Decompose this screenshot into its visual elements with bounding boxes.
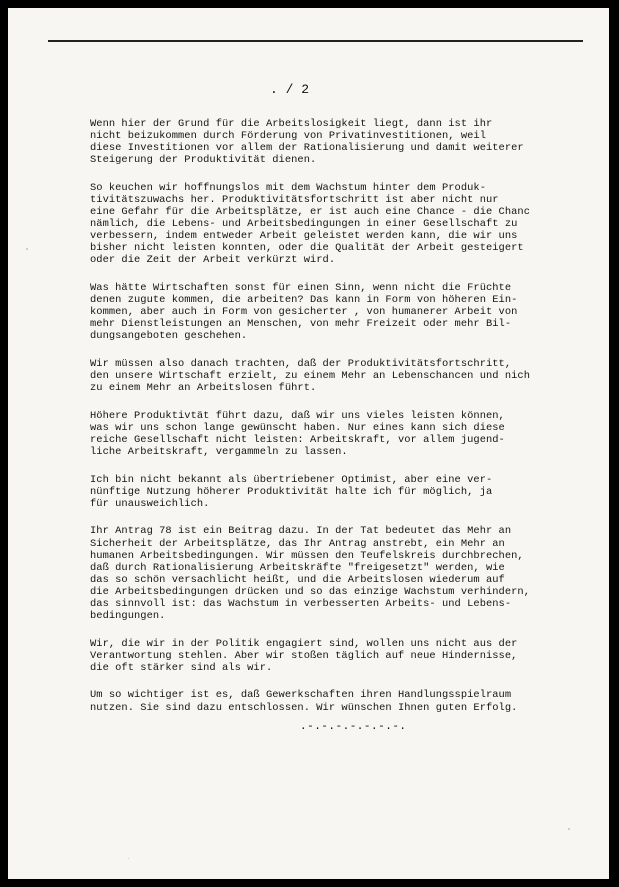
text-line: tivitätszuwachs her. Produktivitätsfortschritt ist aber nicht nur [90, 193, 499, 206]
text-line: nicht beizukommen durch Förderung von Privatinvestitionen, weil [90, 130, 486, 143]
text-line: die Arbeitsbedingungen drücken und so das einzige Wachstum verhindern, [90, 585, 530, 598]
paragraph [90, 525, 590, 622]
text-line: nutzen. Sie sind dazu entschlossen. Wir wünschen Ihnen guten Erfolg. [90, 701, 518, 714]
text-line: Ich bin nicht bekannt als übertriebener Optimist, aber eine ver- [90, 473, 493, 486]
text-line: den unsere Wirtschaft erzielt, zu einem Mehr an Lebenschancen und nich [90, 370, 530, 383]
text-line: nämlich, die Lebens- und Arbeitsbedingungen in einer Gesellschaft zu [90, 218, 518, 231]
text-line: Wenn hier der Grund für die Arbeitslosigkeit liegt, dann ist ihr [90, 118, 493, 130]
page-number: . / 2 [270, 82, 310, 97]
text-line: Ihr Antrag 78 ist ein Beitrag dazu. In der Tat bedeutet das Mehr an [90, 525, 512, 538]
text-line: So keuchen wir hoffnungslos mit dem Wachstum hinter dem Produk- [90, 181, 486, 194]
text-line: Höhere Produktivtät führt dazu, daß wir uns vieles leisten können, [90, 409, 505, 422]
text-line: diese Investitionen vor allem der Rationalisierung und damit weiterer [90, 142, 524, 155]
paragraph [90, 282, 590, 342]
paragraph [90, 410, 590, 458]
text-line: zu einem Mehr an Arbeitslosen führt. [90, 382, 317, 395]
paragraph [90, 638, 590, 674]
text-line: dungsangeboten geschehen. [90, 330, 248, 343]
text-line: das so schön versachlicht heißt, und die Arbeitslosen wiederum auf [90, 573, 505, 586]
text-line: nünftige Nutzung höherer Produktivität halte ich für möglich, ja [90, 485, 493, 498]
text-line: Wir müssen also danach trachten, daß der Produktivitätsfortschritt, [90, 358, 512, 370]
text-line: Steigerung der Produktivität dienen. [90, 154, 317, 167]
text-line: was wir uns schon lange gewünscht haben. Nur eines kann sich diese [90, 421, 505, 434]
paragraph [90, 474, 590, 510]
text-line: oder die Zeit der Arbeit verkürzt wird. [90, 254, 336, 267]
paragraph [90, 689, 590, 713]
text-line: bisher nicht leisten konnten, oder die Qualität der Arbeit gesteigert [90, 242, 524, 255]
text-line: das sinnvoll ist: das Wachstum in verbesserten Arbeits- und Lebens- [90, 598, 512, 610]
document-page [8, 8, 609, 879]
text-line: für unausweichlich. [90, 497, 210, 510]
text-line: Was hätte Wirtschaften sonst für einen Sinn, wenn nicht die Früchte [90, 282, 512, 295]
text-line: humanen Arbeitsbedingungen. Wir müssen den Teufelskreis durchbrechen, [90, 549, 524, 562]
text-line: Wir, die wir in der Politik engagiert sind, wollen uns nicht aus der [90, 637, 518, 650]
document-body [90, 118, 590, 729]
text-line: eine Gefahr für die Arbeitsplätze, er ist auch eine Chance - die Chanc [90, 206, 530, 219]
paragraph [90, 182, 590, 267]
text-line: kommen, aber auch in Form von gesicherter , von humanerer Arbeit von [90, 306, 518, 319]
top-rule [48, 40, 583, 42]
closing-separator: .-.-.-.-.-.-.-. [300, 721, 407, 733]
scan-speck [26, 248, 28, 250]
scan-speck [568, 828, 570, 830]
text-line: denen zugute kommen, die arbeiten? Das kann in Form von höheren Ein- [90, 294, 518, 307]
text-line: Verantwortung stehlen. Aber wir stoßen täglich auf neue Hindernisse, [90, 649, 518, 662]
text-line: Sicherheit der Arbeitsplätze, das Ihr Antrag anstrebt, ein Mehr an [90, 537, 505, 550]
text-line: die oft stärker sind als wir. [90, 661, 273, 674]
text-line: Um so wichtiger ist es, daß Gewerkschaften ihren Handlungsspielraum [90, 689, 512, 702]
text-line: daß durch Rationalisierung Arbeitskräfte "freigesetzt" werden, wie [90, 561, 505, 574]
text-line: liche Arbeitskraft, vergammeln zu lassen. [90, 446, 348, 459]
text-line: bedingungen. [90, 610, 166, 623]
text-line: reiche Gesellschaft nicht leisten: Arbeitskraft, vor allem jugend- [90, 433, 505, 446]
text-line: mehr Dienstleistungen an Menschen, von mehr Freizeit oder mehr Bil- [90, 318, 512, 331]
paragraph [90, 118, 590, 166]
scan-speck [128, 858, 129, 859]
text-line: verbessern, indem entweder Arbeit geleistet werden kann, die wir uns [90, 230, 518, 243]
paragraph [90, 358, 590, 394]
